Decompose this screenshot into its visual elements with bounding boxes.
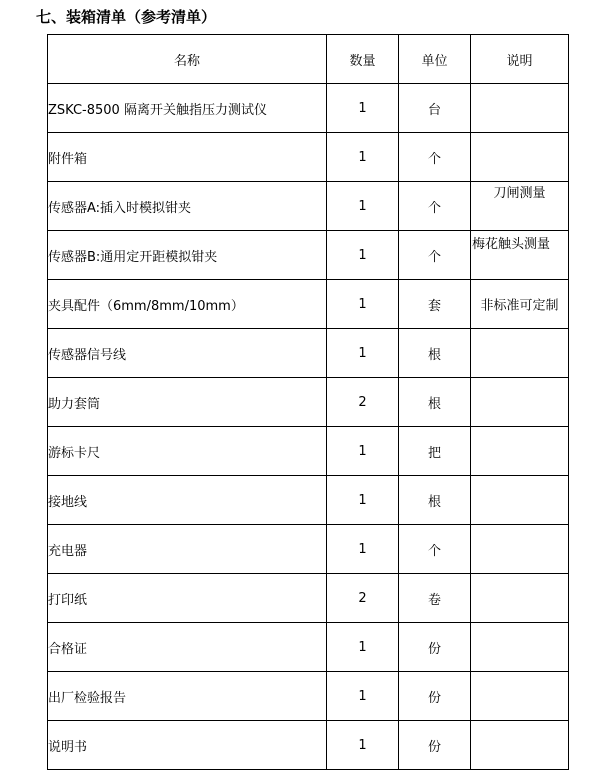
item-note	[471, 623, 569, 672]
item-note-text: 梅花触头测量	[472, 237, 551, 252]
table-row	[48, 329, 569, 378]
item-name: 传感器B:通用定开距模拟钳夹	[48, 231, 327, 280]
item-name: 出厂检验报告	[48, 672, 327, 721]
item-note	[471, 476, 569, 525]
item-qty: 1	[327, 329, 399, 378]
item-note	[471, 574, 569, 623]
item-unit: 份	[399, 623, 471, 672]
item-unit: 个	[399, 525, 471, 574]
table-row	[48, 378, 569, 427]
item-unit: 份	[399, 721, 471, 770]
item-note	[471, 329, 569, 378]
item-unit: 把	[399, 427, 471, 476]
packing-list-table	[47, 34, 569, 770]
item-unit: 根	[399, 476, 471, 525]
item-unit: 个	[399, 182, 471, 231]
item-unit: 根	[399, 329, 471, 378]
item-unit: 卷	[399, 574, 471, 623]
item-unit: 份	[399, 672, 471, 721]
item-unit: 个	[399, 231, 471, 280]
item-qty: 1	[327, 623, 399, 672]
item-qty: 1	[327, 476, 399, 525]
item-name: 打印纸	[48, 574, 327, 623]
item-unit: 根	[399, 378, 471, 427]
item-qty: 1	[327, 84, 399, 133]
item-qty: 1	[327, 280, 399, 329]
table-row	[48, 84, 569, 133]
table-row	[48, 231, 569, 280]
item-name: 传感器信号线	[48, 329, 327, 378]
item-unit: 台	[399, 84, 471, 133]
header-name: 名称	[48, 35, 327, 84]
item-name: 助力套筒	[48, 378, 327, 427]
item-qty: 1	[327, 231, 399, 280]
item-note	[471, 280, 569, 329]
item-note	[471, 231, 569, 280]
item-note-text: 非标准可定制	[480, 298, 559, 314]
table-row	[48, 721, 569, 770]
table-row	[48, 476, 569, 525]
item-qty: 1	[327, 133, 399, 182]
table-header-row	[48, 35, 569, 84]
item-note	[471, 721, 569, 770]
table-row	[48, 672, 569, 721]
item-note	[471, 182, 569, 231]
item-name: 合格证	[48, 623, 327, 672]
section-title: 七、装箱清单（参考清单）	[36, 8, 217, 26]
table-row	[48, 623, 569, 672]
item-name: 说明书	[48, 721, 327, 770]
header-note: 说明	[471, 35, 569, 84]
item-qty: 1	[327, 182, 399, 231]
item-qty: 2	[327, 574, 399, 623]
table-row	[48, 280, 569, 329]
item-name: 接地线	[48, 476, 327, 525]
item-note	[471, 133, 569, 182]
item-qty: 2	[327, 378, 399, 427]
item-name: 游标卡尺	[48, 427, 327, 476]
item-note	[471, 84, 569, 133]
item-unit: 个	[399, 133, 471, 182]
item-name: 夹具配件（6mm/8mm/10mm）	[48, 280, 327, 329]
table-row	[48, 182, 569, 231]
item-name: ZSKC-8500 隔离开关触指压力测试仪	[48, 84, 327, 133]
header-unit: 单位	[399, 35, 471, 84]
table-row	[48, 427, 569, 476]
item-name: 充电器	[48, 525, 327, 574]
item-qty: 1	[327, 721, 399, 770]
item-name: 附件箱	[48, 133, 327, 182]
item-unit: 套	[399, 280, 471, 329]
item-note	[471, 672, 569, 721]
table-row	[48, 133, 569, 182]
item-name: 传感器A:插入时模拟钳夹	[48, 182, 327, 231]
header-qty: 数量	[327, 35, 399, 84]
item-note	[471, 378, 569, 427]
item-note	[471, 525, 569, 574]
table-row	[48, 574, 569, 623]
item-qty: 1	[327, 525, 399, 574]
table-row	[48, 525, 569, 574]
item-note	[471, 427, 569, 476]
item-qty: 1	[327, 427, 399, 476]
item-note-text: 刀闸测量	[493, 186, 546, 201]
item-qty: 1	[327, 672, 399, 721]
